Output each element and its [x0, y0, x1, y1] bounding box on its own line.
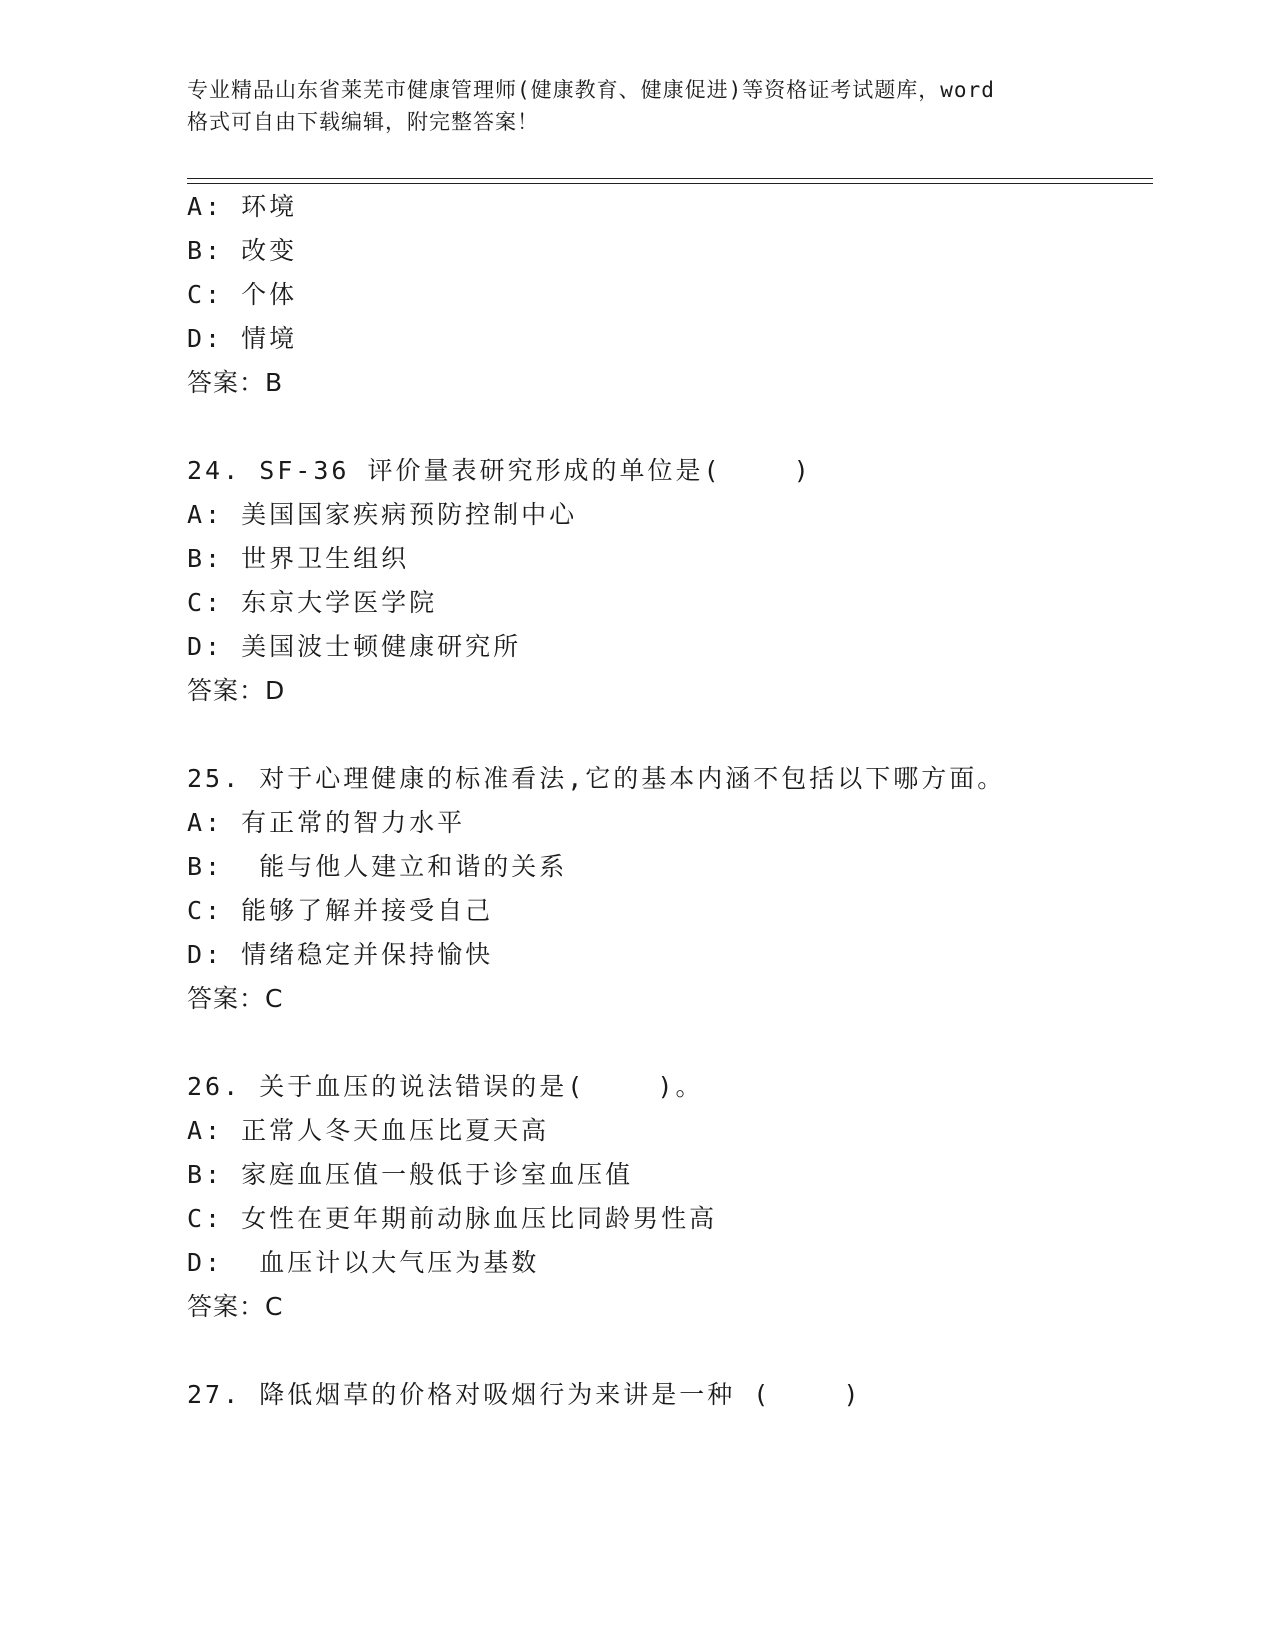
option-25-c: C: 能够了解并接受自己: [187, 896, 494, 925]
option-24-c: C: 东京大学医学院: [187, 588, 438, 617]
option-25-a: A: 有正常的智力水平: [187, 808, 466, 837]
question-24: 24. SF-36 评价量表研究形成的单位是( ): [187, 456, 812, 485]
option-24-a: A: 美国国家疾病预防控制中心: [187, 500, 578, 529]
option-23-c: C: 个体: [187, 280, 298, 309]
option-26-a: A: 正常人冬天血压比夏天高: [187, 1116, 550, 1145]
header-line-2: 格式可自由下载编辑，附完整答案！: [187, 110, 539, 134]
option-23-d: D: 情境: [187, 324, 298, 353]
option-25-d: D: 情绪稳定并保持愉快: [187, 940, 494, 969]
option-26-c: C: 女性在更年期前动脉血压比同龄男性高: [187, 1204, 718, 1233]
option-24-b: B: 世界卫生组织: [187, 544, 410, 573]
question-25: 25. 对于心理健康的标准看法,它的基本内涵不包括以下哪方面。: [187, 764, 1006, 793]
option-26-d: D: 血压计以大气压为基数: [187, 1248, 540, 1277]
answer-25: 答案：C: [187, 984, 284, 1013]
answer-24: 答案：D: [187, 676, 286, 705]
header-divider-top: [187, 178, 1153, 179]
option-25-b: B: 能与他人建立和谐的关系: [187, 852, 568, 881]
option-26-b: B: 家庭血压值一般低于诊室血压值: [187, 1160, 634, 1189]
option-23-b: B: 改变: [187, 236, 298, 265]
question-27: 27. 降低烟草的价格对吸烟行为来讲是一种 ( ): [187, 1380, 862, 1409]
answer-26: 答案：C: [187, 1292, 284, 1321]
header-line-1: 专业精品山东省莱芜市健康管理师(健康教育、健康促进)等资格证考试题库，word: [187, 78, 995, 102]
answer-23: 答案：B: [187, 368, 284, 397]
option-24-d: D: 美国波士顿健康研究所: [187, 632, 522, 661]
question-26: 26. 关于血压的说法错误的是( )。: [187, 1072, 704, 1101]
header-divider-bottom: [187, 183, 1153, 184]
option-23-a: A: 环境: [187, 192, 298, 221]
document-header: [187, 74, 1087, 138]
